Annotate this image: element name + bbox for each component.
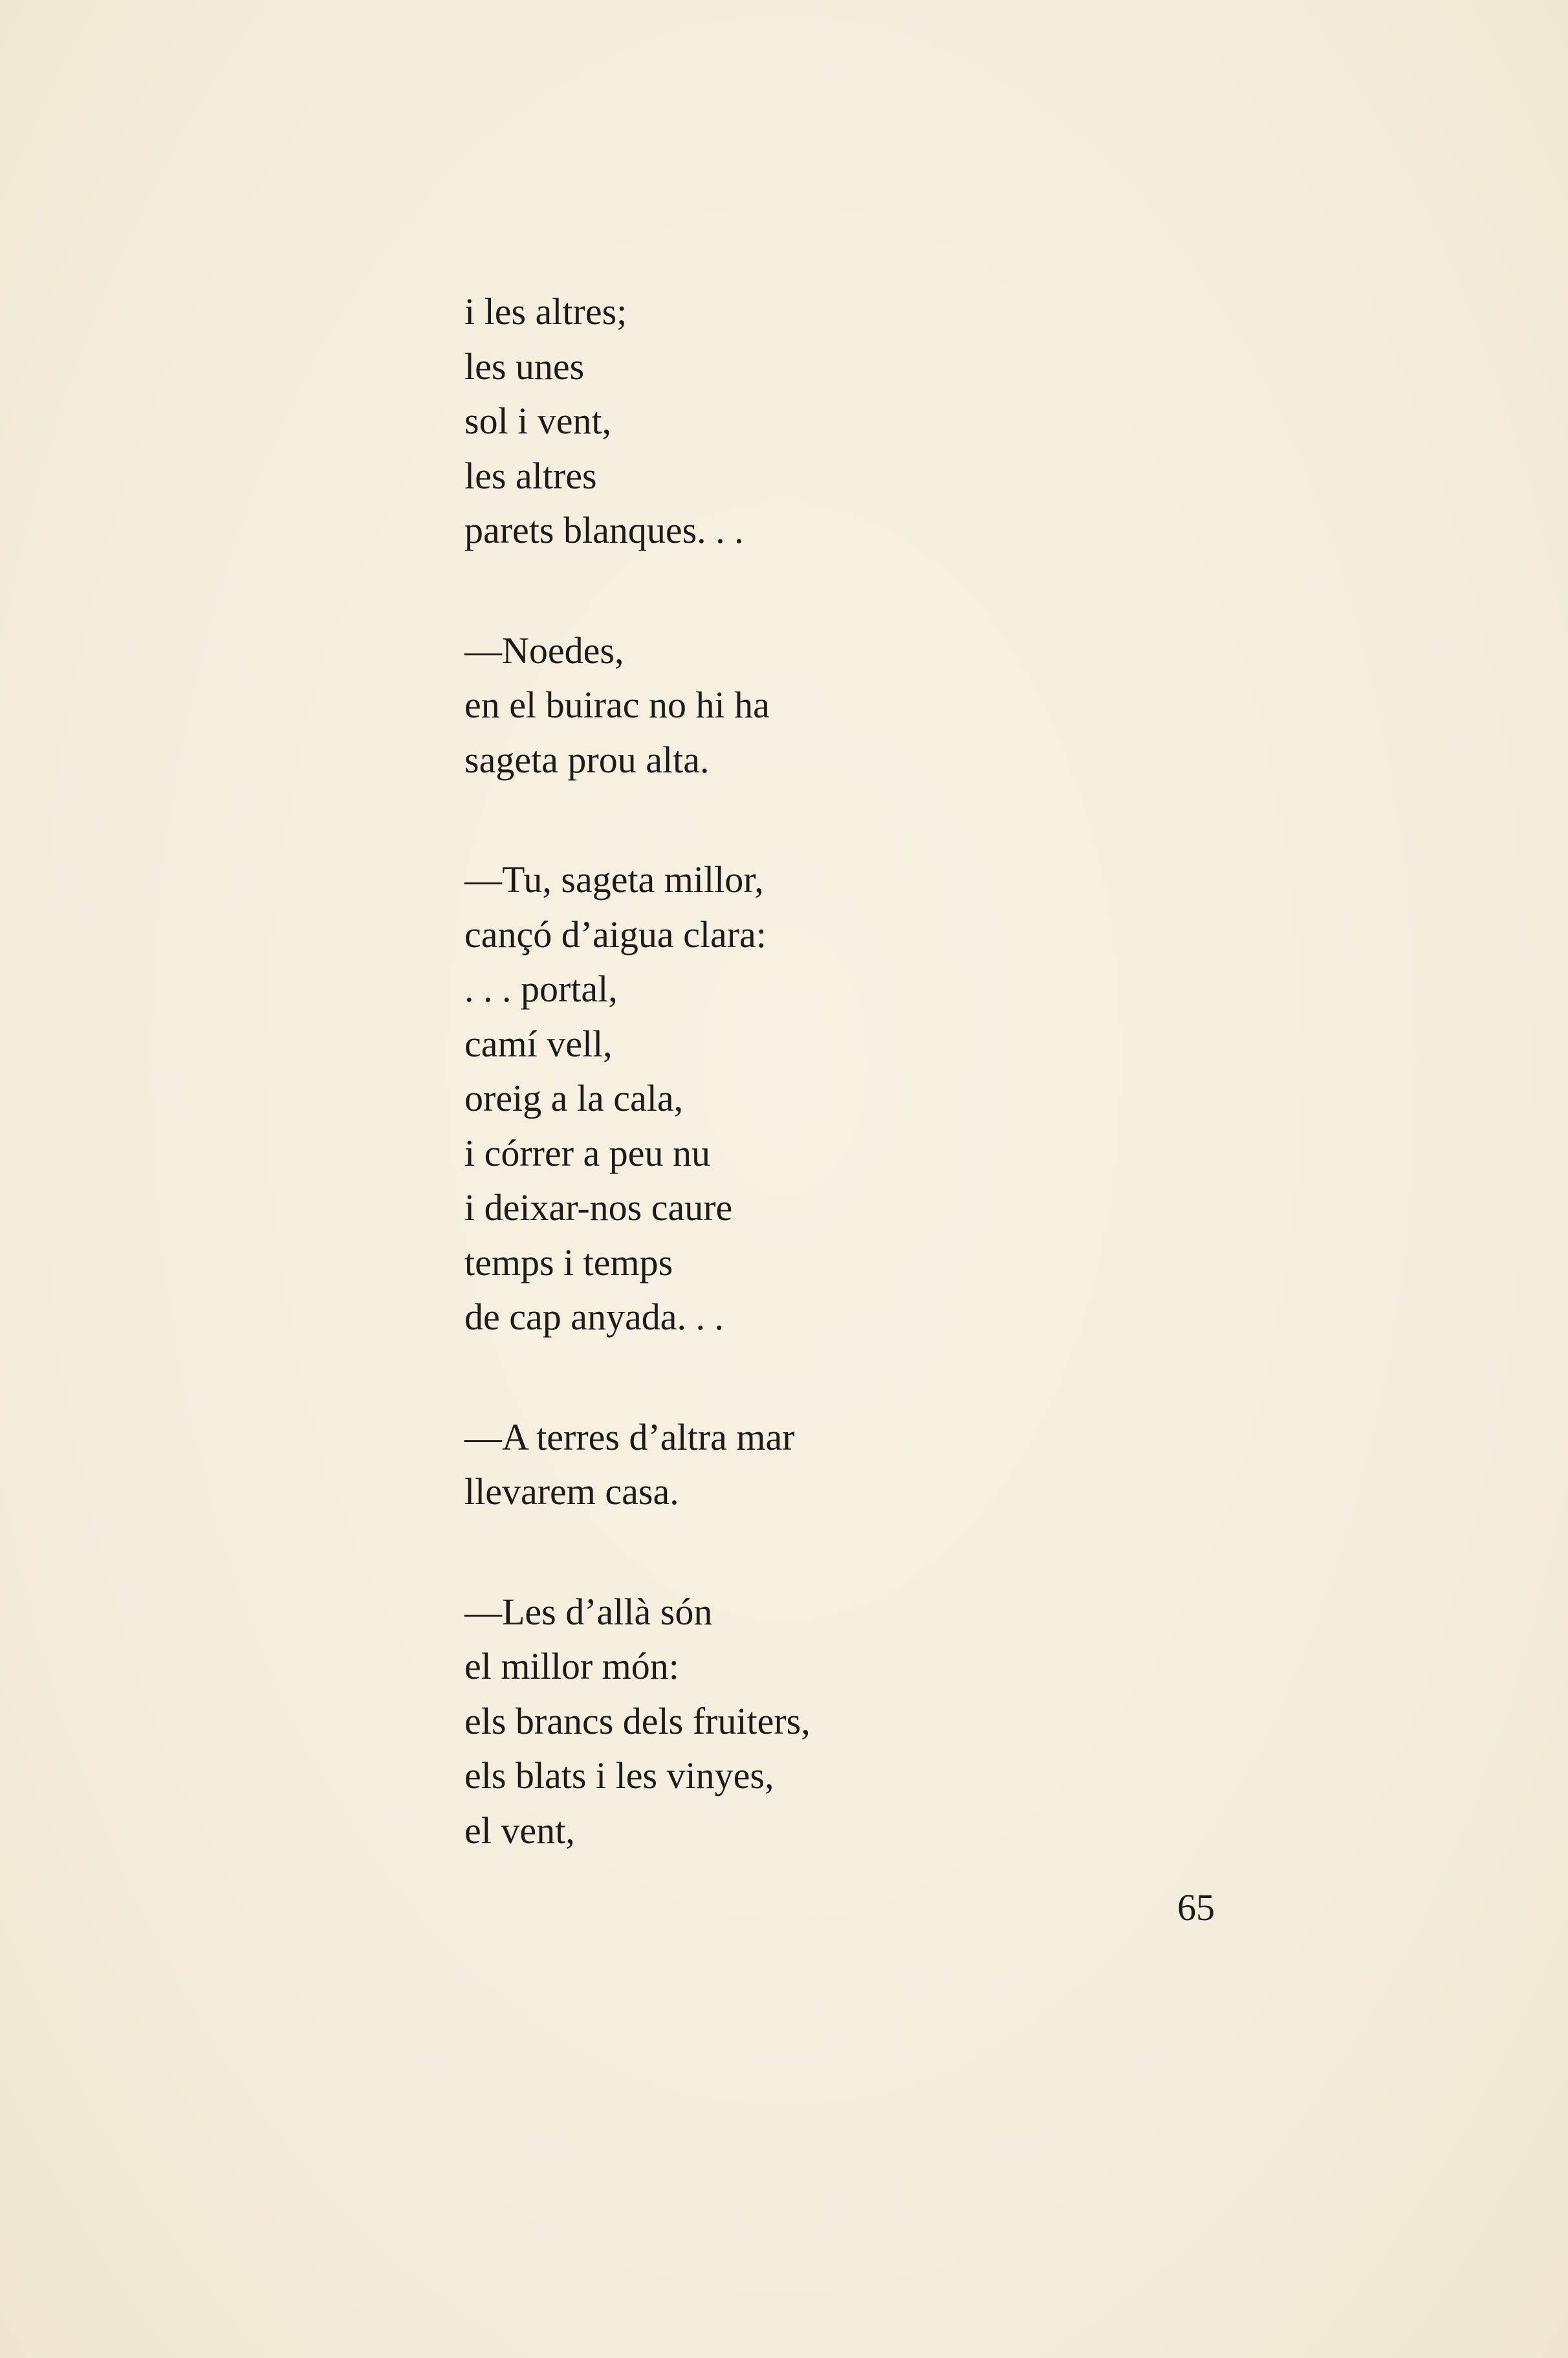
poem-line: —Les d’allà són [464,1590,713,1633]
page-number: 65 [1177,1886,1215,1928]
poem-line: cançó d’aigua clara: [464,913,767,955]
poem-line: camí vell, [464,1022,613,1065]
poem-line: els blats i les vinyes, [464,1754,774,1796]
poem-line: oreig a la cala, [464,1077,684,1119]
poem-line: el vent, [464,1809,575,1851]
poem-line: els brancs dels fruiters, [464,1699,811,1742]
stanza [464,1410,1241,1520]
poem-line: temps i temps [464,1241,673,1283]
poem-line: llevarem casa. [464,1470,679,1512]
poem-line: —Noedes, [464,629,624,671]
poem-line: el millor món: [464,1645,679,1687]
poem-line: sageta prou alta. [464,738,710,781]
poem-line: parets blanques. . . [464,509,744,551]
poem-line: . . . portal, [464,968,618,1010]
stanza [464,285,1241,558]
poem-line: en el buirac no hi ha [464,684,770,726]
stanza [464,624,1241,788]
poem-line: —A terres d’altra mar [464,1415,795,1458]
poem-line: i córrer a peu nu [464,1131,711,1174]
poem-line: —Tu, sageta millor, [464,858,764,901]
poem-text [464,285,1241,1923]
poem-line: i les altres; [464,290,627,333]
stanza [464,1585,1241,1859]
poem-line: i deixar-nos caure [464,1186,733,1228]
poem-line: les unes [464,345,585,388]
poem-line: les altres [464,454,597,497]
poem-line: sol i vent, [464,400,612,442]
poem-line: de cap anyada. . . [464,1296,724,1338]
stanza [464,853,1241,1345]
